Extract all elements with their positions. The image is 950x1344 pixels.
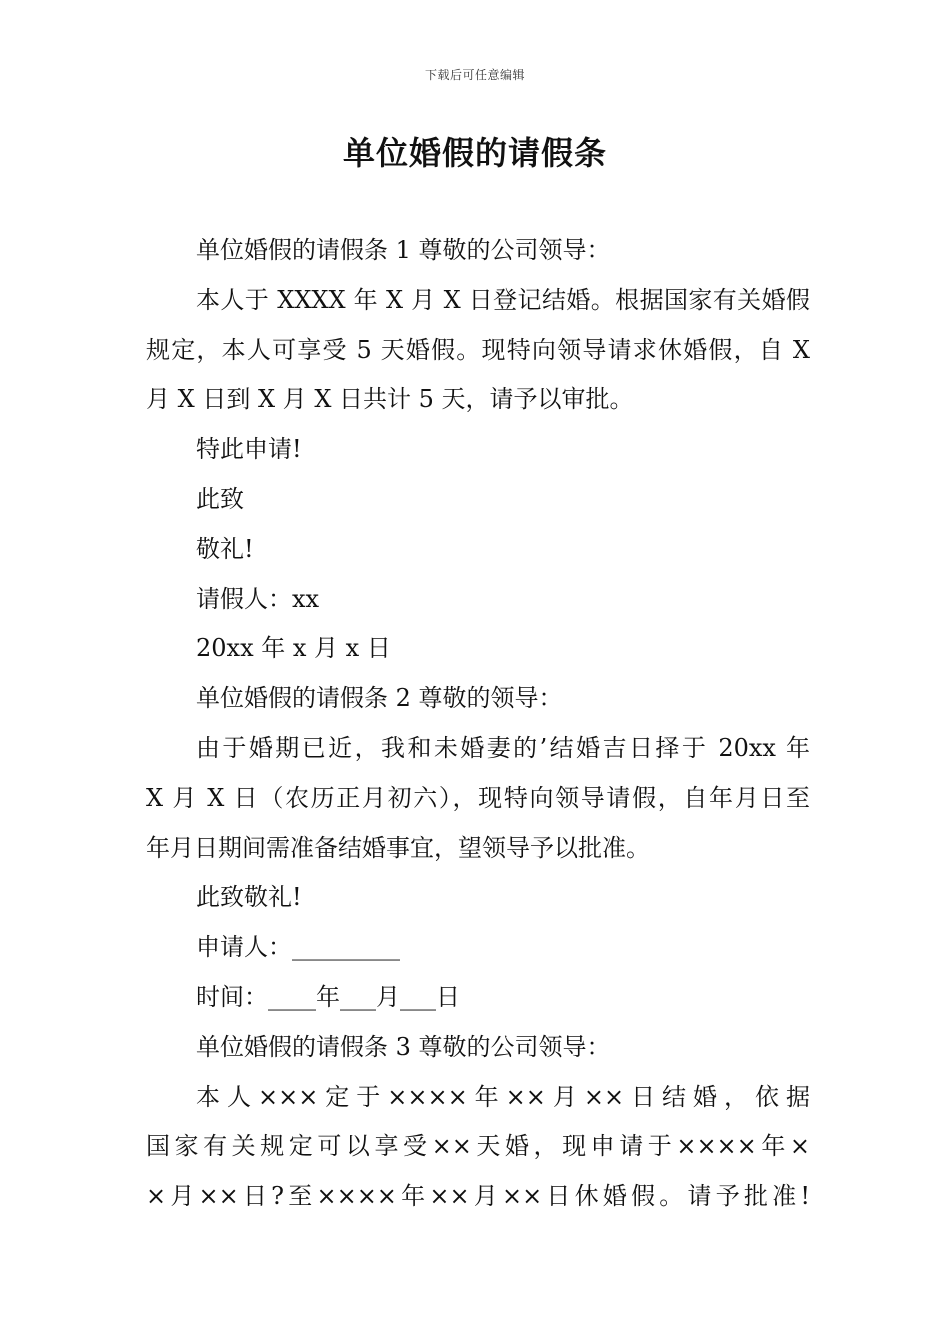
paragraph-line: 规定，本人可享受 5 天婚假。现特向领导请求休婚假，自 X [146, 335, 810, 364]
paragraph-line: 本人于 XXXX 年 X 月 X 日登记结婚。根据国家有关婚假 [196, 285, 810, 314]
paragraph-line: 单位婚假的请假条 1 尊敬的公司领导： [196, 236, 611, 264]
paragraph-line: 本人×××定于××××年××月××日结婚，依据 [196, 1082, 810, 1111]
paragraph-line: 申请人：_________ [196, 933, 400, 962]
document-title: 单位婚假的请假条 [342, 134, 607, 172]
paragraph-line: 年月日期间需准备结婚事宜，望领导予以批准。 [146, 833, 650, 862]
paragraph-line: 单位婚假的请假条 2 尊敬的领导： [196, 684, 563, 713]
header-note: 下载后可任意编辑 [424, 68, 525, 82]
document-body [146, 226, 810, 1222]
paragraph-line: 由于婚期已近，我和未婚妻的’结婚吉日择于 20xx 年 [196, 733, 810, 762]
paragraph-line: X 月 X 日（农历正月初六），现特向领导请假，自年月日至 [146, 783, 810, 812]
paragraph-line: 单位婚假的请假条 3 尊敬的公司领导： [196, 1032, 611, 1061]
paragraph-line: 20xx 年 x 月 x 日 [196, 634, 391, 663]
paragraph-line: 时间：____年___月___日 [196, 982, 460, 1011]
paragraph-line: ×月××日?至××××年××月××日休婚假。请予批准! [146, 1182, 810, 1211]
paragraph-line: 请假人：xx [196, 584, 320, 613]
paragraph-line: 此致敬礼! [196, 883, 302, 912]
paragraph-line: 敬礼! [196, 534, 254, 563]
paragraph-line: 月 X 日到 X 月 X 日共计 5 天，请予以审批。 [146, 385, 634, 414]
paragraph-line: 此致 [196, 484, 244, 513]
paragraph-line: 国家有关规定可以享受××天婚，现申请于××××年× [146, 1132, 810, 1161]
paragraph-line: 特此申请! [196, 435, 302, 464]
